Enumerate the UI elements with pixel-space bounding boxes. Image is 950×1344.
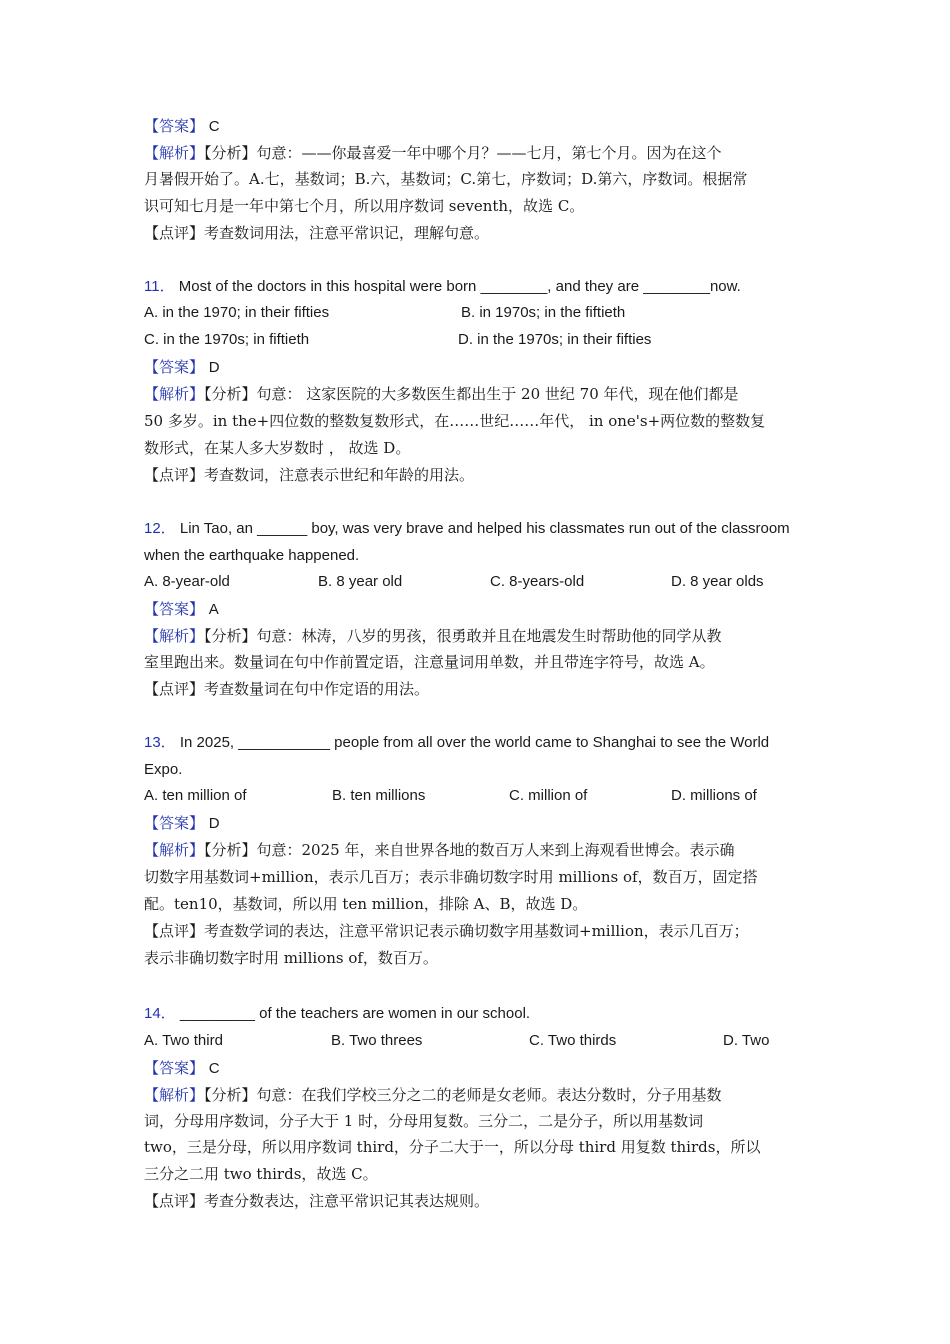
q12-option-d: D. 8 year olds [671, 573, 764, 590]
q14-comment: 【点评】考查分数表达，注意平常识记其表达规则。 [144, 1192, 490, 1210]
answer-tag: 【答案】 [144, 358, 205, 376]
q11-analysis-line-3: 数形式，在某人多大岁数时 ， 故选 D。 [144, 439, 411, 457]
analysis-tag: 【解析】 [144, 144, 205, 162]
q11-option-d: D. in the 1970s; in their fifties [458, 331, 652, 348]
q11-option-a: A. in the 1970; in their fifties [144, 304, 330, 321]
question-number: 14． [144, 1005, 176, 1022]
q11-comment: 【点评】考查数词，注意表示世纪和年龄的用法。 [144, 466, 475, 484]
q11-option-b: B. in 1970s; in the fiftieth [461, 304, 626, 321]
q11-option-c: C. in the 1970s; in fiftieth [144, 331, 310, 348]
q10-analysis-line-3: 识可知七月是一年中第七个月，所以用序数词 seventh，故选 C。 [144, 197, 585, 215]
q14-option-c: C. Two thirds [529, 1032, 617, 1049]
q13-comment-line-2: 表示非确切数字时用 millions of，数百万。 [144, 949, 438, 967]
q14-analysis-line-2: 词，分母用序数词，分子大于 1 时，分母用复数。三分二，二是分子，所以用基数词 [144, 1112, 704, 1130]
q13-answer-line [144, 813, 220, 834]
q12-stem-line-1 [144, 519, 790, 539]
question-number: 11． [144, 278, 175, 295]
q10-comment: 【点评】考查数词用法，注意平常识记，理解句意。 [144, 224, 490, 242]
answer-value: C [208, 1060, 220, 1077]
q13-option-c: C. million of [509, 787, 588, 804]
answer-tag: 【答案】 [144, 600, 205, 618]
analysis-tag: 【解析】 [144, 1086, 205, 1104]
answer-value: C [208, 118, 220, 135]
q14-option-d: D. Two [723, 1032, 770, 1049]
analysis-tag: 【解析】 [144, 385, 205, 403]
analysis-text: 【分析】句意： 这家医院的大多数医生都出生于 20 世纪 70 年代，现在他们都是 [204, 385, 739, 403]
q11-analysis-line-1 [144, 384, 739, 404]
q14-option-b: B. Two threes [331, 1032, 423, 1049]
analysis-text: 【分析】句意：林涛，八岁的男孩，很勇敢并且在地震发生时帮助他的同学从教 [204, 627, 722, 645]
answer-value: A [208, 601, 219, 618]
question-number: 12． [144, 520, 176, 537]
q12-answer-line [144, 599, 219, 620]
q14-analysis-line-3: two，三是分母，所以用序数词 third，分子二大于一，所以分母 third 用复数 thirds，所以 [144, 1138, 761, 1156]
question-text: In 2025, ___________ people from all over the world came to Shanghai to see the World [179, 734, 770, 751]
question-text: Lin Tao, an ______ boy, was very brave and helped his classmates run out of the classroom [179, 520, 790, 537]
analysis-tag: 【解析】 [144, 627, 205, 645]
q13-option-d: D. millions of [671, 787, 757, 804]
q12-analysis-line-1 [144, 626, 722, 646]
q12-option-a: A. 8-year-old [144, 573, 230, 590]
q12-comment: 【点评】考查数量词在句中作定语的用法。 [144, 680, 430, 698]
analysis-text: 【分析】句意：——你最喜爱一年中哪个月？——七月，第七个月。因为在这个 [204, 144, 722, 162]
q13-analysis-line-2: 切数字用基数词+million，表示几百万；表示非确切数字时用 millions of，数百万，固定搭 [144, 868, 758, 886]
q12-option-c: C. 8-years-old [490, 573, 585, 590]
question-number: 13． [144, 734, 176, 751]
q12-option-b: B. 8 year old [318, 573, 403, 590]
q12-analysis-line-2: 室里跑出来。数量词在句中作前置定语，注意量词用单数，并且带连字符号，故选 A。 [144, 653, 715, 671]
q14-option-a: A. Two third [144, 1032, 223, 1049]
question-text: Most of the doctors in this hospital were born ________, and they are ________now. [178, 278, 741, 295]
q10-analysis-line-2: 月暑假开始了。A.七，基数词；B.六，基数词；C.第七，序数词；D.第六，序数词。根据常 [144, 170, 748, 188]
q13-comment-line-1: 【点评】考查数学词的表达，注意平常识记表示确切数字用基数词+million，表示几百万； [144, 922, 749, 940]
answer-tag: 【答案】 [144, 814, 205, 832]
q13-analysis-line-3: 配。ten10，基数词，所以用 ten million，排除 A、B，故选 D。 [144, 895, 588, 913]
q13-analysis-line-1 [144, 840, 734, 860]
answer-value: D [208, 359, 220, 376]
q11-analysis-line-2: 50 多岁。in the+四位数的整数复数形式，在……世纪……年代， in one's+两位数的整数复 [144, 412, 766, 430]
q14-analysis-line-1 [144, 1085, 722, 1105]
q11-stem [144, 277, 741, 297]
q12-stem-line-2: when the earthquake happened. [144, 547, 360, 564]
answer-value: D [208, 815, 220, 832]
q10-answer-line [144, 116, 220, 137]
question-text: _________ of the teachers are women in our school. [179, 1005, 531, 1022]
analysis-text: 【分析】句意：2025 年，来自世界各地的数百万人来到上海观看世博会。表示确 [204, 841, 735, 859]
answer-tag: 【答案】 [144, 117, 205, 135]
analysis-text: 【分析】句意：在我们学校三分之二的老师是女老师。表达分数时，分子用基数 [204, 1086, 722, 1104]
q10-analysis-line-1 [144, 143, 722, 163]
analysis-tag: 【解析】 [144, 841, 205, 859]
q13-option-a: A. ten million of [144, 787, 247, 804]
q14-analysis-line-4: 三分之二用 two thirds，故选 C。 [144, 1165, 378, 1183]
q14-stem [144, 1004, 530, 1024]
q13-option-b: B. ten millions [332, 787, 426, 804]
answer-tag: 【答案】 [144, 1059, 205, 1077]
q13-stem-line-2: Expo. [144, 761, 183, 778]
q14-answer-line [144, 1058, 220, 1079]
q11-answer-line [144, 357, 220, 378]
q13-stem-line-1 [144, 733, 769, 753]
